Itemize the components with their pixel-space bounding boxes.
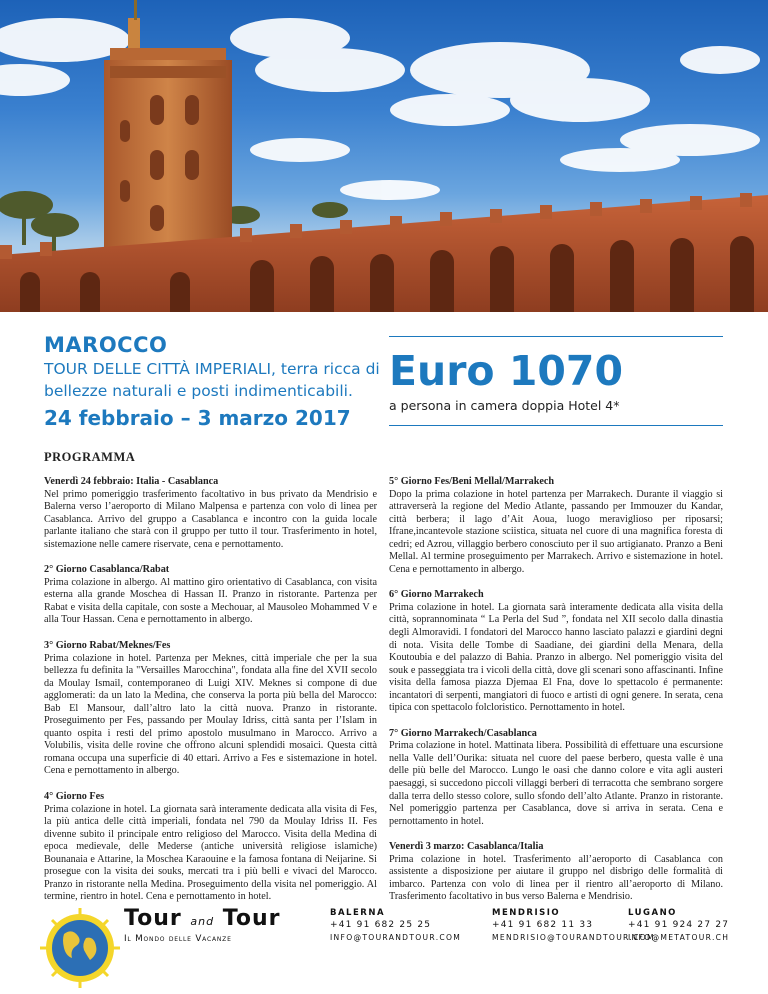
price-amount: Euro 1070: [389, 347, 623, 395]
office-phone: +41 91 682 25 25: [330, 920, 432, 930]
price-note: a persona in camera doppia Hotel 4*: [389, 398, 620, 413]
day-block: [389, 728, 723, 828]
office-city: MENDRISIO: [492, 908, 561, 918]
country-title: MAROCCO: [44, 333, 168, 357]
tour-subtitle: TOUR DELLE CITTÀ IMPERIALI, terra ricca di bellezze naturali e posti indimenticabili.: [44, 360, 380, 400]
day-title: 7° Giorno Marrakech/Casablanca: [389, 727, 537, 739]
office-balerna: [330, 908, 461, 942]
office-email: INFO@TOURANDTOUR.COM: [330, 933, 462, 942]
price-divider-bottom: [389, 425, 723, 426]
day-text: Prima colazione in albergo. Al mattino giro orientativo di Casablanca, con visita esterna alla grande Moschea di Hassan II. Pranzo in ristorante. Partenza per Rabat e visita della capitale, con soste a Mechouar, al Mausoleo Mohammed V e alla Tour Hassan. Cena e pernottamento in albergo.: [44, 576, 377, 626]
globe-logo-icon: [40, 908, 120, 988]
brand-word: Tour: [222, 906, 281, 931]
day-text: Prima colazione in hotel. La giornata sarà interamente dedicata alla visita della città, soprannominata “ La Perla del Sud ”, fondata nel XII secolo dalla dinastia degli Almoravidi. I fondatori del Marocco hanno lasciato palazzi e giardini degni di nota. Visita delle Tombe di Saadiane, dei giardini della Menara, della Koutoubia e del palazzo di Bahia. Pranzo in albergo. Nel pomeriggio visita del souk e passeggiata tra i vicoli della città, dove gli scenari sono affascinanti. Infine visita della famosa piazza Djemaa El Fna, dove lo spettacolo é permanente: incantatori di serpenti, mangiatori di fuoco e artisti di ogni genere. In serata, cena tipica con spettacolo folcloristico. Pernottamento in hotel.: [389, 601, 723, 714]
office-phone: +41 91 924 27 27: [628, 920, 730, 930]
office-lugano: [628, 908, 729, 942]
brand-logo-text: [124, 906, 280, 931]
day-title: 6° Giorno Marrakech: [389, 589, 484, 601]
day-block: [389, 841, 723, 904]
day-title: Venerdì 24 febbraio: Italia - Casablanca: [44, 476, 219, 487]
brand-word: Tour: [124, 906, 182, 931]
tour-dates: 24 febbraio – 3 marzo 2017: [44, 406, 351, 430]
day-text: Prima colazione in hotel. Partenza per Meknes, città imperiale che per la sua bellezza fu definita la "Versailles Marocchina", fondata alla fine del XVII secolo da Moulay Ismail, contemporaneo di Luigi XIV. Meknes si compone di due agglomerati: da un lato la Medina, che conserva la porta più bella del Marocco: Bab El Mansour, dall’altro lato la città nuova. Pranzo in ristorante. Proseguimento per Fes, passando per Moulay Idriss, città santa per l’Islam in quanto ospita i resti del primo apostolo musulmano in Marocco. Arrivo a Volubilis, visita delle rovine che offrono alcuni splendidi mosaici. Questa città romana occupa una superficie di 40 ettari. Arrivo a Fes e sistemazione in hotel. Cena e pernottamento in albergo.: [44, 652, 377, 777]
koutoubia-illustration: [0, 0, 768, 312]
day-text: Prima colazione in hotel. Trasferimento all’aeroporto di Casablanca con assistente a disposizione per aiutare il gruppo nel disbrigo delle formalità di imbarco. Partenza con volo di linea per il rientro all’aeroporto di Milano. Trasferimento facoltativo in bus verso Balerna e Mendrisio.: [389, 853, 723, 903]
day-block: [44, 791, 377, 904]
day-title: 3° Giorno Rabat/Meknes/Fes: [44, 640, 171, 652]
day-text: Nel primo pomeriggio trasferimento facoltativo in bus privato da Mendrisio e Balerna verso l’aeroporto di Milano Malpensa e partenza con volo di linea per Casablanca. Arrivo del gruppo a Casablanca e incontro con la guida locale parlante italiano che starà con il gruppo per tutto il tour. Trasferimento in hotel, sistemazione nelle camere riservate, cena e pernottamento.: [44, 488, 377, 550]
programma-left-column: [44, 476, 377, 917]
office-city: LUGANO: [628, 908, 677, 918]
day-block: [44, 640, 377, 778]
day-text: Prima colazione in hotel. La giornata sarà interamente dedicata alla visita di Fes, la più antica delle città imperiali, fondata nel 790 da Moulay Idriss II. Fes divenne subito il principale entro religioso del Marocco. Visita della Medina di epoca medievale, delle Mederse (antiche università religiose islamiche) Bounanaia e Attarine, la Moschea Karaouine e la famosa fontana di Neijarine. Si prosegue con la visita dei souks, mercati tra i più belli e vivaci del Marocco. Pranzo in ristorante nella Medina. Proseguimento della visita nel pomeriggio. Al termine, rientro in hotel. Cena e pernottamento in hotel.: [44, 803, 377, 903]
hero-photo: [0, 0, 768, 312]
day-text: Dopo la prima colazione in hotel partenza per Marrakech. Durante il viaggio si attraverserà la regione del Medio Atlante, passando per Immouzer du Kandar, città berbera; il lago d’Ait Aoua, luogo meraviglioso per riposarsi; Ifrane,incantevole stazione sciistica, situata nel cuore di una magnifica foresta di cedri; ed Azrou, villaggio berbero conosciuto per il suo artigianato. Pranzo a Beni Mellal. Al termine proseguimento per Marrakech. Arrivo e sistemazione in hotel. Cena e pernottamento in albergo.: [389, 488, 723, 575]
day-text: Prima colazione in hotel. Mattinata libera. Possibilità di effettuare una escursione nella Valle dell’Ourika: situata nel cuore del paese berbero, questa valle è una delle più belle del Marocco. Lungo le oasi che danno colore e vita agli austeri paesaggi, si succedono piccoli villaggi berberi di terracotta che sembrano sorgere dalla terra dello stesso colore, sullo sfondo dell’alto Atlante. Pranzo in ristorante. Nel pomeriggio partenza per Casablanca, dove si arriva in serata. Cena e pernottamento in hotel.: [389, 740, 723, 827]
programma-right-column: [389, 476, 723, 917]
brand-and: and: [190, 915, 215, 928]
office-email: MENDRISIO@TOURANDTOUR.COM: [492, 933, 655, 942]
day-block: [44, 564, 377, 627]
day-block: [389, 589, 723, 714]
day-title: Venerdì 3 marzo: Casablanca/Italia: [389, 841, 544, 853]
programma-heading: PROGRAMMA: [44, 450, 136, 464]
day-title: 5° Giorno Fes/Beni Mellal/Marrakech: [389, 476, 555, 487]
day-block: [389, 476, 723, 576]
day-title: 4° Giorno Fes: [44, 791, 105, 803]
brand-tagline: Il Mondo delle Vacanze: [124, 934, 232, 944]
office-city: BALERNA: [330, 908, 386, 918]
office-email: INFO@METATOUR.CH: [628, 933, 730, 942]
day-title: 2° Giorno Casablanca/Rabat: [44, 564, 170, 576]
price-divider-top: [389, 336, 723, 337]
day-block: [44, 476, 377, 551]
office-phone: +41 91 682 11 33: [492, 920, 594, 930]
